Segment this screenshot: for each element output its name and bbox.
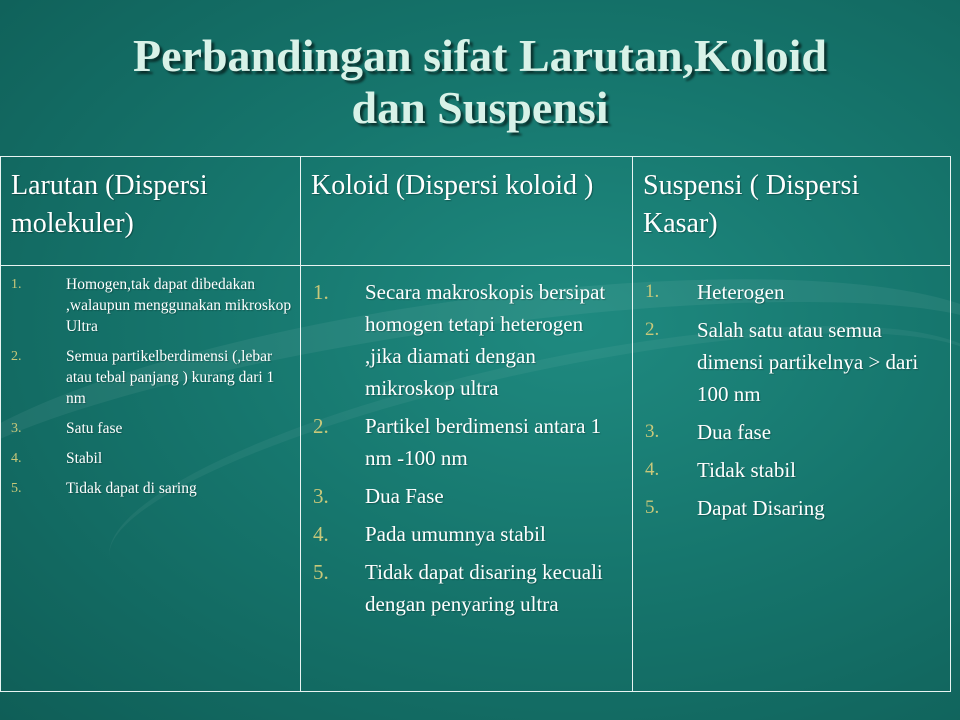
item-number: 5.	[313, 560, 329, 584]
item-number: 3.	[313, 484, 329, 508]
item-text: Tidak stabil	[697, 458, 796, 482]
item-text: Partikel berdimensi antara 1 nm -100 nm	[365, 414, 602, 470]
slide-title-line-2: dan Suspensi	[351, 82, 609, 133]
list-item	[313, 480, 624, 512]
list-item	[645, 276, 942, 308]
list-item	[313, 410, 624, 474]
body-row	[1, 266, 951, 692]
list-item	[11, 478, 292, 499]
slide-title-line-1: Perbandingan sifat Larutan,Koloid	[133, 30, 827, 81]
cell-suspensi	[633, 266, 951, 692]
header-suspensi: Suspensi ( Dispersi Kasar)	[643, 170, 860, 239]
item-text: Dua Fase	[365, 484, 444, 508]
item-number: 4.	[313, 522, 329, 546]
item-number: 2.	[645, 319, 660, 340]
item-text: Stabil	[66, 450, 103, 467]
item-number: 5.	[11, 481, 22, 496]
item-number: 1.	[11, 277, 22, 292]
header-cell-suspensi	[633, 157, 951, 266]
header-cell-koloid	[301, 157, 633, 266]
list-item	[645, 416, 942, 448]
list-item	[645, 492, 942, 524]
item-number: 2.	[313, 414, 329, 438]
list-item	[11, 448, 292, 469]
slide-title	[0, 30, 960, 134]
list-suspensi	[633, 266, 950, 524]
item-number: 1.	[645, 281, 660, 302]
item-number: 4.	[645, 459, 660, 480]
list-item	[313, 518, 624, 550]
list-larutan	[1, 266, 300, 499]
list-item	[11, 346, 292, 409]
cell-larutan	[1, 266, 301, 692]
item-text: Satu fase	[66, 420, 123, 437]
list-item	[313, 556, 624, 620]
item-text: Homogen,tak dapat dibedakan ,walaupun menggunakan mikroskop Ultra	[66, 276, 292, 335]
item-text: Tidak dapat disaring kecuali dengan penyaring ultra	[365, 560, 603, 616]
item-text: Tidak dapat di saring	[66, 480, 197, 497]
item-number: 2.	[11, 349, 22, 364]
header-row	[1, 157, 951, 266]
header-larutan: Larutan (Dispersi molekuler)	[11, 170, 208, 239]
header-cell-larutan	[1, 157, 301, 266]
list-item	[645, 314, 942, 410]
list-item	[313, 276, 624, 404]
item-text: Pada umumnya stabil	[365, 522, 546, 546]
item-text: Secara makroskopis bersipat homogen tetapi heterogen ,jika diamati dengan mikroskop ultra	[365, 280, 606, 400]
item-number: 3.	[645, 421, 660, 442]
item-number: 4.	[11, 451, 22, 466]
item-number: 5.	[645, 497, 660, 518]
item-number: 3.	[11, 421, 22, 436]
cell-koloid	[301, 266, 633, 692]
comparison-table	[0, 156, 951, 692]
header-koloid: Koloid (Dispersi koloid )	[311, 170, 594, 201]
list-item	[645, 454, 942, 486]
list-item	[11, 418, 292, 439]
item-text: Heterogen	[697, 280, 785, 304]
item-text: Dapat Disaring	[697, 496, 825, 520]
list-item	[11, 274, 292, 337]
item-number: 1.	[313, 280, 329, 304]
item-text: Salah satu atau semua dimensi partikelnya > dari 100 nm	[697, 318, 919, 406]
item-text: Semua partikelberdimensi (,lebar atau tebal panjang ) kurang dari 1 nm	[66, 348, 275, 407]
item-text: Dua fase	[697, 420, 772, 444]
list-koloid	[301, 266, 632, 620]
